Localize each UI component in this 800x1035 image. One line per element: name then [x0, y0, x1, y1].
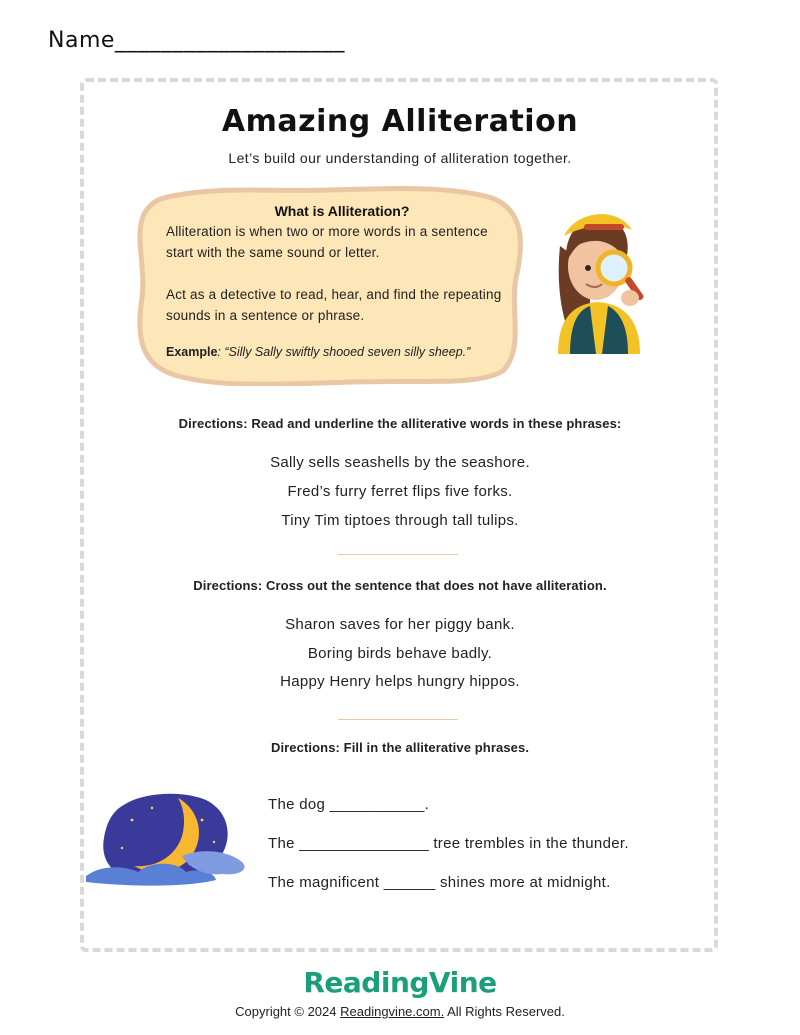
- section2-phrase: Happy Henry helps hungry hippos.: [280, 673, 520, 690]
- section1-phrase: Sally sells seashells by the seashore.: [270, 454, 530, 471]
- section3-directions: Directions: Fill in the alliterative phrases.: [270, 740, 530, 755]
- copyright-suffix: All Rights Reserved.: [444, 1004, 565, 1019]
- section1-phrase: Tiny Tim tiptoes through tall tulips.: [281, 512, 519, 529]
- detective-paragraph: Act as a detective to read, hear, and find the repeating sounds in a sentence or phrase.: [166, 287, 502, 323]
- name-field-label: Name____________________: [48, 28, 345, 53]
- section-divider: [338, 554, 458, 555]
- section1-phrase: Fred’s furry ferret flips five forks.: [287, 483, 513, 500]
- section1-directions: Directions: Read and underline the alliterative words in these phrases:: [178, 416, 622, 431]
- definition-heading: What is Alliteration?: [274, 203, 410, 219]
- fill-in-item: The _______________ tree trembles in the thunder.: [268, 835, 629, 852]
- moon-cloud-illustration: [82, 790, 252, 894]
- page-title: Amazing Alliteration: [221, 104, 579, 139]
- copyright-line: [0, 1004, 800, 1019]
- detective-girl-illustration: [540, 206, 658, 354]
- readingvine-logo: ReadingVine: [303, 966, 497, 999]
- copyright-prefix: Copyright © 2024: [235, 1004, 341, 1019]
- section2-phrase: Sharon saves for her piggy bank.: [285, 616, 515, 633]
- definition-paragraph: Alliteration is when two or more words in a sentence start with the same sound or letter.: [166, 224, 488, 260]
- copyright-link[interactable]: Readingvine.com.: [340, 1004, 445, 1019]
- example-line: [166, 345, 470, 359]
- example-text: : “Silly Sally swiftly shooed seven silly sheep.”: [217, 345, 471, 359]
- section2-directions: Directions: Cross out the sentence that does not have alliteration.: [193, 578, 607, 593]
- page-subtitle: Let’s build our understanding of alliteration together.: [228, 150, 572, 166]
- fill-in-item: The dog ___________.: [268, 796, 430, 813]
- example-label: Example: [166, 345, 218, 359]
- section-divider: [338, 719, 458, 720]
- section2-phrase: Boring birds behave badly.: [307, 645, 493, 662]
- fill-in-item: The magnificent ______ shines more at midnight.: [268, 874, 611, 891]
